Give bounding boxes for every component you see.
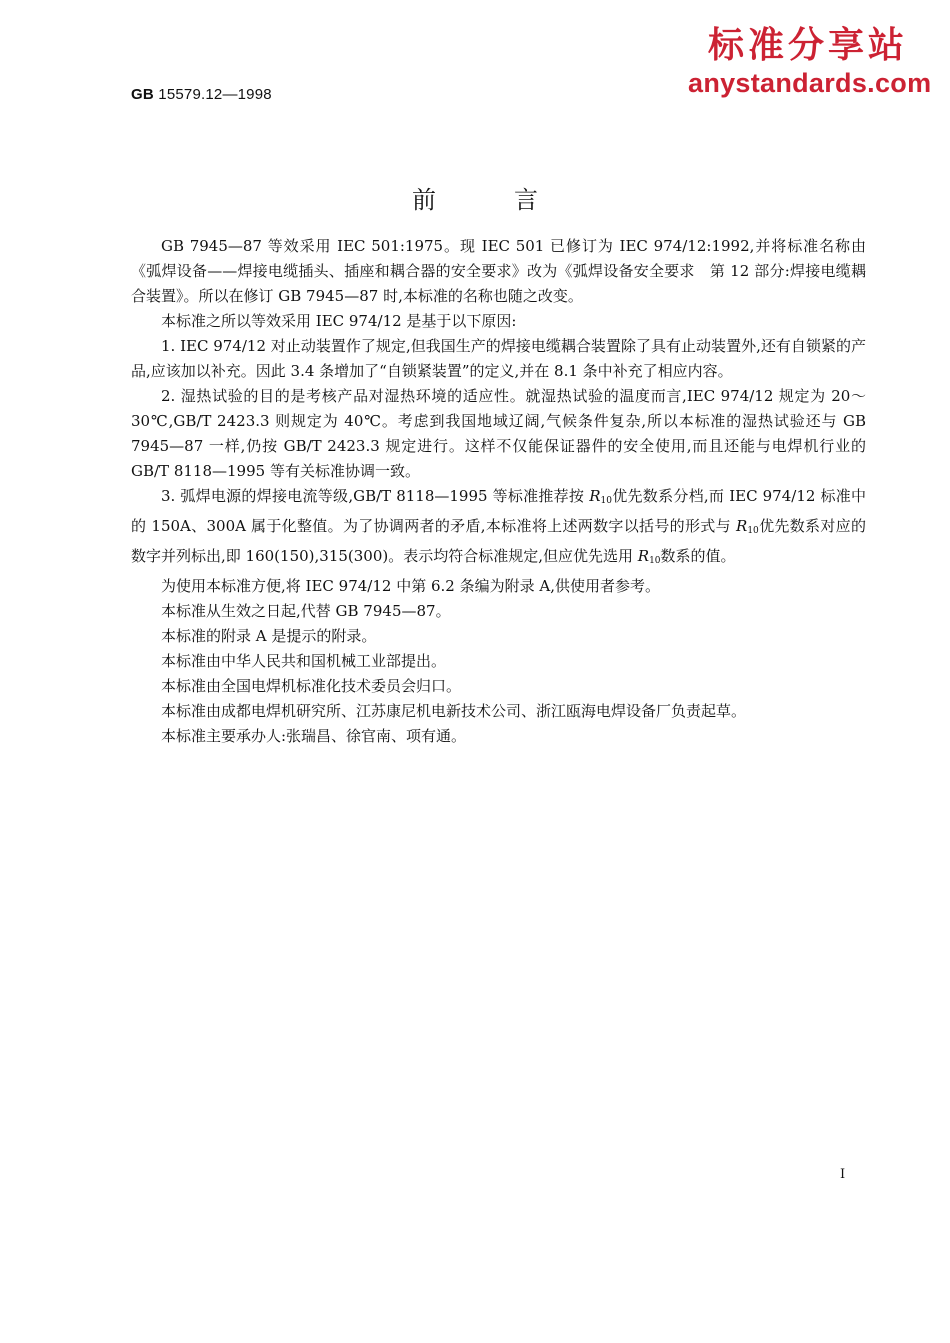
watermark-english: anystandards.com [688, 68, 932, 98]
paragraph: 本标准由全国电焊机标准化技术委员会归口。 [161, 677, 462, 695]
standard-number: 15579.12—1998 [158, 86, 272, 103]
paragraph: 本标准的附录 A 是提示的附录。 [161, 627, 377, 645]
watermark-logo [688, 24, 932, 98]
watermark-chinese: 标准分享站 [707, 25, 908, 66]
paragraph: 为使用本标准方便,将 IEC 974/12 中第 6.2 条编为附录 A,供使用者参考。 [161, 577, 660, 595]
standard-prefix: GB [131, 86, 154, 103]
paragraph: 本标准主要承办人:张瑞昌、徐官南、项有通。 [161, 727, 467, 745]
paragraph: 2. 湿热试验的目的是考核产品对湿热环境的适应性。就湿热试验的温度而言,IEC 974/12 规定为 20～30℃,GB/T 2423.3 则规定为 40℃。考虑到我国地域辽阔,气候条件复杂,所以本标准的湿热试验还与 GB 7945—87 一样,仍按 GB/T 2423.3 规定进行。这样不仅能保证器件的安全使用,而且还能与电焊机行业的 GB/T 8118—1995 等有关标准协调一致。 [131, 387, 866, 480]
standard-code [131, 86, 272, 103]
paragraph: GB 7945—87 等效采用 IEC 501:1975。现 IEC 501 已修订为 IEC 974/12:1992,并将标准名称由《弧焊设备——焊接电缆插头、插座和耦合器的安全要求》改为《弧焊设备安全要求 第 12 部分:焊接电缆耦合装置》。所以在修订 GB 7945—87 时,本标准的名称也随之改变。 [131, 237, 866, 305]
paragraph: 本标准由成都电焊机研究所、江苏康尼机电新技术公司、浙江瓯海电焊设备厂负责起草。 [161, 702, 747, 720]
page-number: I [840, 1167, 846, 1182]
paragraph: 本标准从生效之日起,代替 GB 7945—87。 [161, 602, 451, 620]
paragraph: 本标准由中华人民共和国机械工业部提出。 [161, 652, 447, 670]
page-title: 前言 [412, 186, 616, 214]
paragraph: 1. IEC 974/12 对止动装置作了规定,但我国生产的焊接电缆耦合装置除了具有止动装置外,还有自锁紧的产品,应该加以补充。因此 3.4 条增加了“自锁紧装置”的定义,并在 8.1 条中补充了相应内容。 [131, 337, 866, 380]
paragraph-r10: 3. 弧焊电源的焊接电流等级,GB/T 8118—1995 等标准推荐按 $R_{10}$优先数系分档,而 IEC 974/12 标准中的 150A、300A 属于化整值。为了协调两者的矛盾,本标准将上述两数字以括号的形式与 $R_{10}$优先数系对应的数字并列标出,即 160(150),315(300)。表示均符合标准规定,但应优先选用 $R_{10}$数系的值。 [131, 487, 866, 566]
paragraph: 本标准之所以等效采用 IEC 974/12 是基于以下原因: [161, 312, 517, 330]
foreword-body [131, 234, 866, 749]
